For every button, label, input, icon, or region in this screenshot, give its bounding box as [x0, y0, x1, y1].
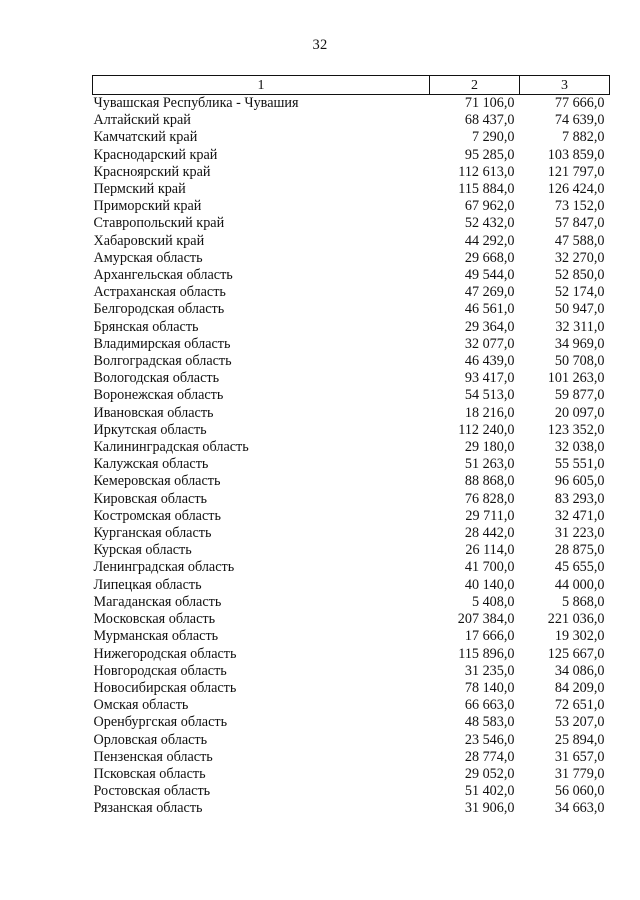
value-col2-cell: 31 235,0	[464, 662, 515, 679]
table-row	[93, 732, 610, 749]
value-col2-cell: 115 896,0	[458, 645, 515, 662]
value-col2-cell: 29 180,0	[464, 439, 515, 456]
table-row	[93, 749, 610, 766]
region-name-cell: Архангельская область	[93, 267, 233, 284]
value-col3-cell: 84 209,0	[554, 679, 605, 696]
region-name-cell: Чувашская Республика - Чувашия	[93, 95, 299, 111]
table-row	[93, 525, 610, 542]
value-col2-cell: 88 868,0	[464, 473, 515, 490]
column-header-1: 1	[93, 76, 430, 95]
value-col2-cell: 18 216,0	[464, 404, 515, 421]
table-row	[93, 611, 610, 628]
data-table-container	[92, 75, 609, 818]
region-name-cell: Орловская область	[93, 731, 208, 748]
table-row	[93, 456, 610, 473]
value-col3-cell: 59 877,0	[554, 387, 605, 404]
table-row	[93, 439, 610, 456]
value-col3-cell: 96 605,0	[554, 473, 605, 490]
value-col2-cell: 29 364,0	[464, 318, 515, 335]
region-name-cell: Курская область	[93, 542, 192, 559]
value-col2-cell: 95 285,0	[464, 146, 515, 163]
value-col3-cell: 52 850,0	[554, 267, 605, 284]
region-name-cell: Ивановская область	[93, 404, 214, 421]
region-name-cell: Пензенская область	[93, 748, 213, 765]
region-name-cell: Воронежская область	[93, 387, 224, 404]
table-row	[93, 267, 610, 284]
value-col2-cell: 51 263,0	[464, 456, 515, 473]
value-col2-cell: 41 700,0	[464, 559, 515, 576]
value-col3-cell: 125 667,0	[547, 645, 605, 662]
value-col2-cell: 40 140,0	[464, 576, 515, 593]
value-col3-cell: 7 882,0	[561, 129, 605, 146]
table-row	[93, 577, 610, 594]
value-col2-cell: 67 962,0	[464, 198, 515, 215]
region-name-cell: Красноярский край	[93, 163, 211, 180]
value-col3-cell: 101 263,0	[547, 370, 605, 387]
region-name-cell: Приморский край	[93, 198, 202, 215]
page-number: 32	[312, 37, 328, 53]
value-col3-cell: 31 779,0	[554, 765, 605, 782]
column-header-3: 3	[520, 76, 610, 95]
region-name-cell: Псковская область	[93, 765, 206, 782]
region-name-cell: Липецкая область	[93, 576, 202, 593]
table-row	[93, 473, 610, 490]
value-col2-cell: 68 437,0	[464, 112, 515, 129]
table-row	[93, 766, 610, 783]
region-name-cell: Астраханская область	[93, 284, 226, 301]
value-col3-cell: 47 588,0	[554, 232, 605, 249]
value-col3-cell: 34 663,0	[554, 800, 605, 817]
table-row	[93, 491, 610, 508]
value-col3-cell: 28 875,0	[554, 542, 605, 559]
value-col2-cell: 76 828,0	[464, 490, 515, 507]
value-col3-cell: 56 060,0	[554, 783, 605, 800]
value-col2-cell: 54 513,0	[464, 387, 515, 404]
value-col2-cell: 31 906,0	[464, 800, 515, 817]
value-col2-cell: 207 384,0	[457, 611, 515, 628]
table-row	[93, 301, 610, 318]
value-col2-cell: 46 561,0	[464, 301, 515, 318]
table-row	[93, 594, 610, 611]
region-name-cell: Костромская область	[93, 507, 221, 524]
value-col2-cell: 26 114,0	[465, 542, 515, 559]
table-row	[93, 250, 610, 267]
table-row	[93, 164, 610, 181]
value-col2-cell: 46 439,0	[464, 353, 515, 370]
value-col3-cell: 20 097,0	[554, 404, 605, 421]
region-name-cell: Владимирская область	[93, 335, 231, 352]
value-col2-cell: 28 774,0	[464, 748, 515, 765]
table-row	[93, 353, 610, 370]
region-name-cell: Новосибирская область	[93, 679, 237, 696]
value-col3-cell: 83 293,0	[554, 490, 605, 507]
value-col2-cell: 29 052,0	[464, 765, 515, 782]
region-name-cell: Брянская область	[93, 318, 199, 335]
value-col3-cell: 121 797,0	[547, 163, 605, 180]
value-col3-cell: 57 847,0	[554, 215, 605, 232]
value-col3-cell: 25 894,0	[554, 731, 605, 748]
region-name-cell: Рязанская область	[93, 800, 203, 817]
region-name-cell: Кемеровская область	[93, 473, 221, 490]
value-col3-cell: 44 000,0	[554, 576, 605, 593]
table-row	[93, 112, 610, 129]
header-row	[93, 76, 610, 95]
value-col2-cell: 78 140,0	[464, 679, 515, 696]
table-row	[93, 663, 610, 680]
region-name-cell: Алтайский край	[93, 112, 191, 129]
region-name-cell: Магаданская область	[93, 593, 222, 610]
value-col3-cell: 31 223,0	[554, 525, 605, 542]
data-table	[92, 75, 610, 818]
value-col2-cell: 29 668,0	[464, 249, 515, 266]
table-row	[93, 422, 610, 439]
value-col2-cell: 71 106,0	[464, 95, 515, 111]
region-name-cell: Нижегородская область	[93, 645, 237, 662]
value-col2-cell: 48 583,0	[464, 714, 515, 731]
value-col2-cell: 32 077,0	[464, 335, 515, 352]
region-name-cell: Белгородская область	[93, 301, 225, 318]
region-name-cell: Калужская область	[93, 456, 209, 473]
table-row	[93, 405, 610, 422]
table-row	[93, 95, 610, 113]
region-name-cell: Омская область	[93, 697, 189, 714]
value-col2-cell: 51 402,0	[464, 783, 515, 800]
value-col2-cell: 5 408,0	[471, 593, 515, 610]
value-col3-cell: 221 036,0	[547, 611, 605, 628]
value-col3-cell: 5 868,0	[561, 593, 605, 610]
table-row	[93, 147, 610, 164]
table-row	[93, 646, 610, 663]
region-name-cell: Камчатский край	[93, 129, 198, 146]
value-col2-cell: 47 269,0	[464, 284, 515, 301]
value-col3-cell: 32 311,0	[555, 318, 605, 335]
region-name-cell: Кировская область	[93, 490, 208, 507]
value-col3-cell: 73 152,0	[554, 198, 605, 215]
table-row	[93, 387, 610, 404]
value-col3-cell: 31 657,0	[554, 748, 605, 765]
value-col2-cell: 44 292,0	[464, 232, 515, 249]
region-name-cell: Волгоградская область	[93, 353, 232, 370]
value-col3-cell: 32 270,0	[554, 249, 605, 266]
value-col3-cell: 53 207,0	[554, 714, 605, 731]
value-col3-cell: 45 655,0	[554, 559, 605, 576]
region-name-cell: Курганская область	[93, 525, 212, 542]
value-col3-cell: 50 708,0	[554, 353, 605, 370]
value-col2-cell: 49 544,0	[464, 267, 515, 284]
value-col3-cell: 72 651,0	[554, 697, 605, 714]
value-col3-cell: 50 947,0	[554, 301, 605, 318]
value-col3-cell: 19 302,0	[554, 628, 605, 645]
table-row	[93, 370, 610, 387]
region-name-cell: Мурманская область	[93, 628, 219, 645]
table-row	[93, 800, 610, 817]
table-row	[93, 233, 610, 250]
region-name-cell: Новгородская область	[93, 662, 227, 679]
region-name-cell: Иркутская область	[93, 421, 207, 438]
table-body	[93, 95, 610, 818]
table-row	[93, 319, 610, 336]
region-name-cell: Ленинградская область	[93, 559, 235, 576]
value-col3-cell: 52 174,0	[554, 284, 605, 301]
value-col3-cell: 34 086,0	[554, 662, 605, 679]
value-col2-cell: 52 432,0	[464, 215, 515, 232]
value-col2-cell: 7 290,0	[471, 129, 515, 146]
table-row	[93, 783, 610, 800]
value-col3-cell: 32 471,0	[554, 507, 605, 524]
value-col3-cell: 74 639,0	[554, 112, 605, 129]
value-col3-cell: 77 666,0	[554, 95, 605, 111]
table-row	[93, 129, 610, 146]
region-name-cell: Хабаровский край	[93, 232, 205, 249]
table-row	[93, 508, 610, 525]
table-row	[93, 542, 610, 559]
region-name-cell: Краснодарский край	[93, 146, 218, 163]
value-col3-cell: 32 038,0	[554, 439, 605, 456]
value-col3-cell: 123 352,0	[547, 421, 605, 438]
region-name-cell: Ставропольский край	[93, 215, 225, 232]
region-name-cell: Оренбургская область	[93, 714, 228, 731]
table-row	[93, 628, 610, 645]
value-col2-cell: 115 884,0	[458, 181, 515, 198]
region-name-cell: Ростовская область	[93, 783, 211, 800]
value-col2-cell: 29 711,0	[465, 507, 515, 524]
value-col2-cell: 23 546,0	[464, 731, 515, 748]
region-name-cell: Калининградская область	[93, 439, 249, 456]
region-name-cell: Московская область	[93, 611, 216, 628]
table-header	[93, 76, 610, 95]
value-col3-cell: 55 551,0	[554, 456, 605, 473]
region-name-cell: Пермский край	[93, 181, 186, 198]
value-col2-cell: 112 240,0	[458, 421, 515, 438]
value-col2-cell: 28 442,0	[464, 525, 515, 542]
table-row	[93, 284, 610, 301]
region-name-cell: Вологодская область	[93, 370, 220, 387]
table-row	[93, 336, 610, 353]
table-row	[93, 559, 610, 576]
table-row	[93, 714, 610, 731]
table-row	[93, 198, 610, 215]
table-row	[93, 680, 610, 697]
region-name-cell: Амурская область	[93, 249, 203, 266]
table-row	[93, 181, 610, 198]
column-header-2: 2	[430, 76, 520, 95]
value-col3-cell: 126 424,0	[547, 181, 605, 198]
value-col2-cell: 17 666,0	[464, 628, 515, 645]
value-col2-cell: 112 613,0	[458, 163, 515, 180]
table-row	[93, 215, 610, 232]
value-col2-cell: 93 417,0	[464, 370, 515, 387]
value-col2-cell: 66 663,0	[464, 697, 515, 714]
table-row	[93, 697, 610, 714]
value-col3-cell: 34 969,0	[554, 335, 605, 352]
value-col3-cell: 103 859,0	[547, 146, 605, 163]
